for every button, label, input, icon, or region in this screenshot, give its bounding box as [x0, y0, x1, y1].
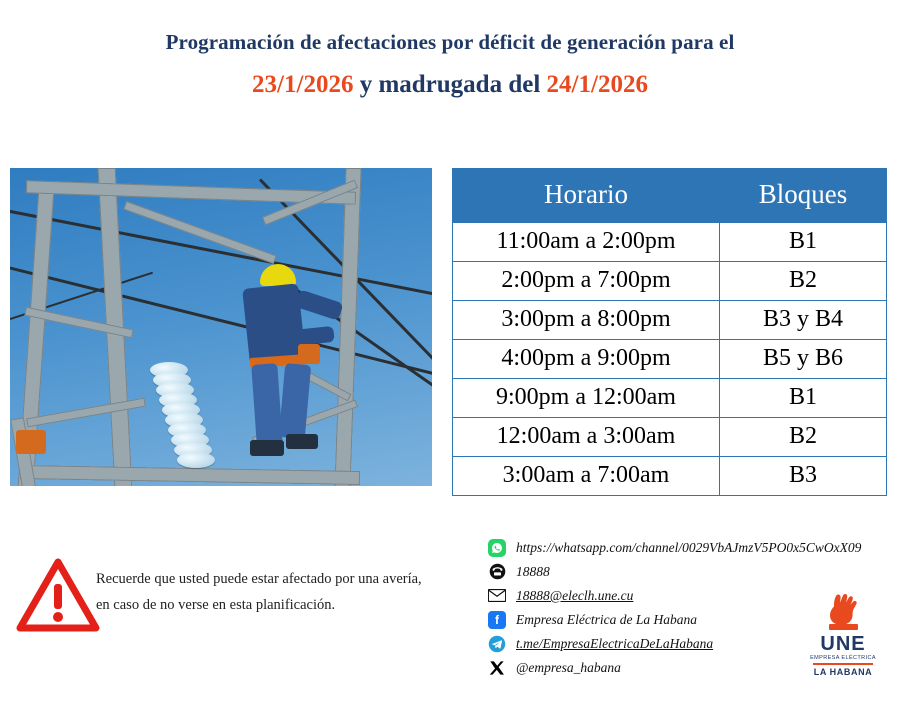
table-row	[453, 262, 887, 301]
worker-boot	[250, 440, 284, 456]
une-divider	[813, 663, 873, 665]
contact-facebook-text: Empresa Eléctrica de La Habana	[516, 612, 697, 627]
date-end: 24/1/2026	[546, 71, 648, 98]
worker-torso	[242, 283, 306, 364]
contact-email[interactable]	[486, 586, 816, 606]
cell-bloques: B1	[720, 223, 887, 262]
table-row	[453, 379, 887, 418]
table-header-row	[453, 169, 887, 223]
cell-bloques: B2	[720, 262, 887, 301]
table-row	[453, 301, 887, 340]
date-start: 23/1/2026	[252, 71, 354, 98]
une-city: LA HABANA	[813, 667, 873, 677]
cell-horario: 2:00pm a 7:00pm	[453, 262, 720, 301]
worker-boot	[286, 434, 318, 449]
x-twitter-icon	[486, 658, 508, 677]
lineworker-photo	[10, 168, 432, 486]
contact-x[interactable]	[486, 658, 816, 678]
warning-note-text	[96, 566, 466, 618]
column-header-bloques: Bloques	[720, 169, 887, 223]
main-content	[0, 168, 900, 498]
table-row	[453, 340, 887, 379]
une-title: UNE	[820, 633, 866, 655]
contact-email-text: 18888@eleclh.une.cu	[516, 588, 634, 603]
cell-horario: 3:00pm a 8:00pm	[453, 301, 720, 340]
phone-icon	[486, 562, 508, 581]
whatsapp-icon	[486, 538, 508, 557]
cell-bloques: B1	[720, 379, 887, 418]
contact-whatsapp[interactable]	[486, 538, 862, 558]
page-subtitle	[0, 71, 900, 99]
cell-bloques: B3 y B4	[720, 301, 887, 340]
contact-telegram[interactable]	[486, 634, 816, 654]
table-row	[453, 457, 887, 496]
cell-horario: 3:00am a 7:00am	[453, 457, 720, 496]
contact-phone[interactable]	[486, 562, 816, 582]
cell-horario: 9:00pm a 12:00am	[453, 379, 720, 418]
fist-icon	[823, 588, 863, 632]
contact-phone-text: 18888	[516, 564, 550, 579]
contact-telegram-text: t.me/EmpresaElectricaDeLaHabana	[516, 636, 714, 651]
tool-bag	[16, 430, 46, 454]
column-header-horario: Horario	[453, 169, 720, 223]
contact-facebook[interactable]	[486, 610, 816, 630]
contact-x-text: @empresa_habana	[516, 660, 621, 675]
cell-horario: 11:00am a 2:00pm	[453, 223, 720, 262]
cell-bloques: B5 y B6	[720, 340, 887, 379]
date-connector: y madrugada del	[353, 71, 547, 98]
schedule-table	[452, 168, 887, 496]
telegram-icon	[486, 634, 508, 653]
cell-horario: 4:00pm a 9:00pm	[453, 340, 720, 379]
facebook-icon: f	[486, 610, 508, 629]
page-title: Programación de afectaciones por déficit de generación para el	[165, 30, 735, 54]
contact-whatsapp-text: https://whatsapp.com/channel/0029VbAJmzV5PO0x5CwOxX09	[516, 540, 862, 555]
cell-bloques: B2	[720, 418, 887, 457]
une-logo	[806, 588, 880, 677]
tool-pouch	[298, 344, 320, 364]
worker-leg	[251, 363, 283, 445]
page-header	[0, 0, 900, 99]
warning-note-area	[0, 540, 470, 660]
warning-note-line-2: en caso de no verse en esta planificación.	[96, 597, 336, 613]
warning-triangle-icon	[16, 558, 100, 634]
table-row	[453, 223, 887, 262]
schedule-table-wrapper	[452, 168, 884, 496]
email-icon	[486, 586, 508, 605]
cell-bloques: B3	[720, 457, 887, 496]
table-row	[453, 418, 887, 457]
warning-note-line-1: Recuerde que usted puede estar afectado por una avería,	[96, 571, 422, 587]
contacts-list	[486, 538, 862, 682]
une-subtitle: EMPRESA ELÉCTRICA	[810, 655, 876, 661]
cell-horario: 12:00am a 3:00am	[453, 418, 720, 457]
